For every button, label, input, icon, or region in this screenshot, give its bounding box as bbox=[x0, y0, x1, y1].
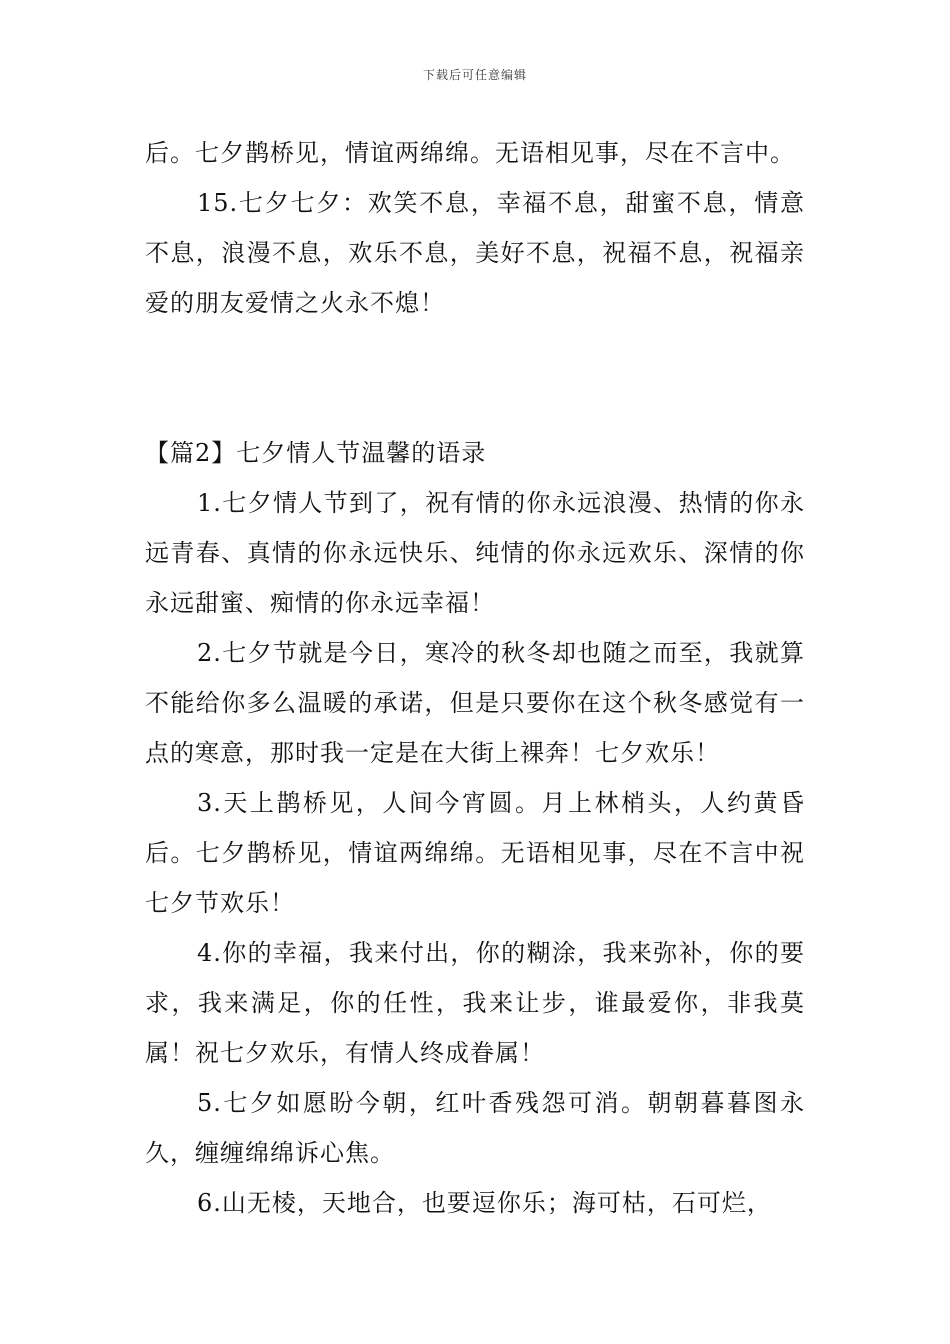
list-item-6: 6.山无棱，天地合，也要逗你乐；海可枯，石可烂， bbox=[197, 1189, 772, 1217]
list-item-2: 2.七夕节就是今日，寒冷的秋冬却也随之而至，我就算不能给你多么温暖的承诺，但是只要你在这个秋冬感觉有一点的寒意，那时我一定是在大街上裸奔！七夕欢乐！ bbox=[145, 639, 805, 767]
list-item-1: 1.七夕情人节到了，祝有情的你永远浪漫、热情的你永远青春、真情的你永远快乐、纯情的你永远欢乐、深情的你永远甜蜜、痴情的你永远幸福！ bbox=[145, 489, 805, 617]
list-item-4: 4.你的幸福，我来付出，你的糊涂，我来弥补，你的要求，我来满足，你的任性，我来让步，谁最爱你，非我莫属！祝七夕欢乐，有情人终成眷属！ bbox=[145, 939, 805, 1067]
section-spacer bbox=[145, 328, 805, 428]
list-item-5: 5.七夕如愿盼今朝，红叶香残怨可消。朝朝暮暮图永久，缠缠绵绵诉心焦。 bbox=[145, 1089, 805, 1167]
paragraph-continuation: 后。七夕鹊桥见，情谊两绵绵。无语相见事，尽在不言中。 bbox=[145, 139, 795, 167]
list-item-3: 3.天上鹊桥见，人间今宵圆。月上林梢头，人约黄昏后。七夕鹊桥见，情谊两绵绵。无语相见事，尽在不言中祝七夕节欢乐！ bbox=[145, 789, 805, 917]
page-header-note: 下载后可任意编辑 bbox=[422, 68, 527, 82]
list-item-15: 15.七夕七夕：欢笑不息，幸福不息，甜蜜不息，情意不息，浪漫不息，欢乐不息，美好不息，祝福不息，祝福亲爱的朋友爱情之火永不熄！ bbox=[145, 189, 805, 317]
section-heading: 【篇2】七夕情人节温馨的语录 bbox=[145, 439, 487, 467]
document-body bbox=[145, 128, 805, 1228]
